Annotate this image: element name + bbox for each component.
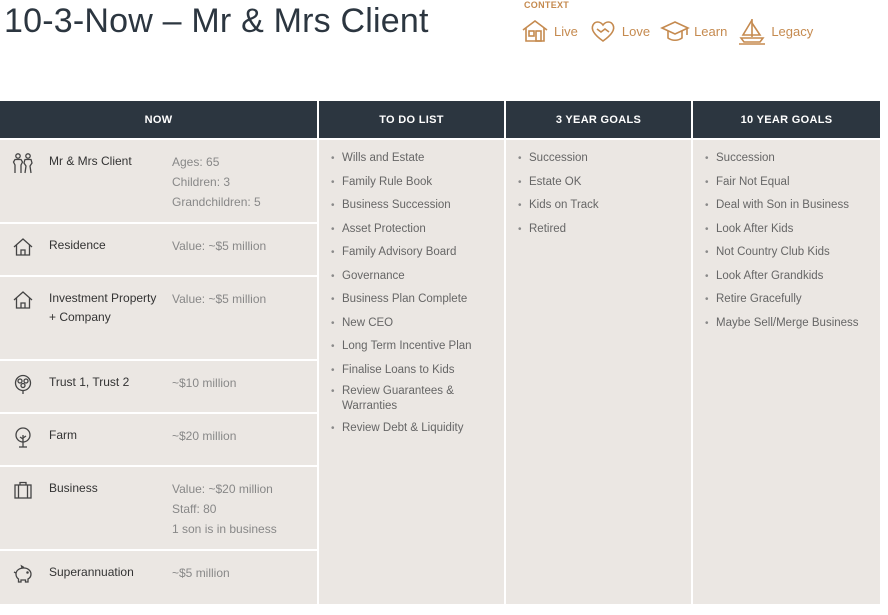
list-item: • Look After Kids (705, 222, 870, 237)
now-value-line: ~$10 million (172, 376, 237, 390)
heart-handshake-icon (588, 16, 618, 46)
now-header: NOW (0, 101, 317, 138)
now-row-investment (0, 277, 317, 359)
now-value-line: Staff: 80 (172, 502, 217, 516)
house-icon (520, 16, 550, 46)
now-label: Business (49, 481, 98, 495)
context-legacy-label: Legacy (771, 23, 814, 39)
now-value-line: ~$20 million (172, 429, 237, 443)
sailboat-icon (737, 16, 767, 46)
context-live-label: Live (554, 23, 578, 39)
now-value (172, 479, 312, 539)
home-icon (12, 236, 34, 258)
now-value-line: 1 son is in business (172, 522, 277, 536)
now-label: Trust 1, Trust 2 (49, 375, 130, 389)
list-item: • Governance (331, 269, 494, 284)
plan-table (0, 101, 880, 604)
todo-header: TO DO LIST (319, 101, 504, 138)
people-icon (12, 152, 34, 174)
graduation-cap-icon (660, 16, 690, 46)
now-value (172, 236, 312, 256)
now-row-trust (0, 361, 317, 412)
briefcase-icon (12, 479, 34, 501)
now-value (172, 426, 312, 446)
now-label: Residence (49, 238, 106, 252)
now-value-line: ~$5 million (172, 566, 230, 580)
now-label: Farm (49, 428, 77, 442)
list-item: • Retired (518, 222, 681, 237)
context-label: CONTEXT (524, 0, 570, 10)
context-legend (520, 16, 823, 46)
list-item: • Maybe Sell/Merge Business (705, 316, 870, 331)
list-item: • Finalise Loans to Kids (331, 363, 494, 378)
three-year-body (506, 140, 691, 604)
now-row-superannuation (0, 551, 317, 604)
three-year-list (506, 140, 691, 237)
list-item: • Long Term Incentive Plan (331, 339, 494, 354)
now-value-line: Ages: 65 (172, 155, 220, 169)
list-item: • Not Country Club Kids (705, 245, 870, 260)
now-label: Investment Property + Company (49, 291, 157, 324)
now-value-line: Value: ~$20 million (172, 482, 273, 496)
now-value (172, 563, 312, 583)
list-item: • Review Debt & Liquidity (331, 421, 494, 436)
now-value-line: Value: ~$5 million (172, 292, 267, 306)
now-value (172, 289, 312, 309)
list-item: • Look After Grandkids (705, 269, 870, 284)
list-item: • Deal with Son in Business (705, 198, 870, 213)
home-icon (12, 289, 34, 311)
ten-year-list (693, 140, 880, 331)
list-item: • Estate OK (518, 175, 681, 190)
list-item: • Family Advisory Board (331, 245, 494, 260)
list-item: • Succession (518, 151, 681, 166)
three-year-column (506, 101, 691, 604)
list-item: • New CEO (331, 316, 494, 331)
list-item: • Business Succession (331, 198, 494, 213)
context-love (588, 16, 650, 46)
context-learn-label: Learn (694, 23, 728, 39)
todo-list (319, 140, 504, 436)
ten-year-body (693, 140, 880, 604)
todo-body (319, 140, 504, 604)
list-item: • Succession (705, 151, 870, 166)
list-item: • Kids on Track (518, 198, 681, 213)
now-value-line: Children: 3 (172, 175, 231, 189)
list-item: • Asset Protection (331, 222, 494, 237)
now-column (0, 101, 317, 604)
now-label: Superannuation (49, 565, 134, 579)
list-item: • Retire Gracefully (705, 292, 870, 307)
todo-column (319, 101, 504, 604)
now-value-line: Grandchildren: 5 (172, 195, 261, 209)
three-year-header: 3 YEAR GOALS (506, 101, 691, 138)
context-learn (660, 16, 727, 46)
list-item: • Fair Not Equal (705, 175, 870, 190)
now-value (172, 152, 312, 212)
now-row-client (0, 140, 317, 222)
context-live (520, 16, 578, 46)
now-row-residence (0, 224, 317, 275)
context-legacy (737, 16, 813, 46)
tree-icon (12, 426, 34, 448)
context-love-label: Love (621, 23, 651, 39)
now-label: Mr & Mrs Client (49, 154, 132, 168)
piggy-bank-icon (12, 563, 34, 585)
now-value (172, 373, 312, 393)
ten-year-header: 10 YEAR GOALS (693, 101, 880, 138)
now-row-business (0, 467, 317, 549)
trust-tree-icon (12, 373, 34, 395)
now-value-line: Value: ~$5 million (172, 239, 267, 253)
list-item: • Review Guarantees & Warranties (331, 384, 494, 414)
ten-year-column (693, 101, 880, 604)
list-item: • Business Plan Complete (331, 292, 494, 307)
list-item: • Family Rule Book (331, 175, 494, 190)
page-title: 10-3-Now – Mr & Mrs Client (4, 2, 429, 40)
list-item: • Wills and Estate (331, 151, 494, 166)
now-row-farm (0, 414, 317, 465)
